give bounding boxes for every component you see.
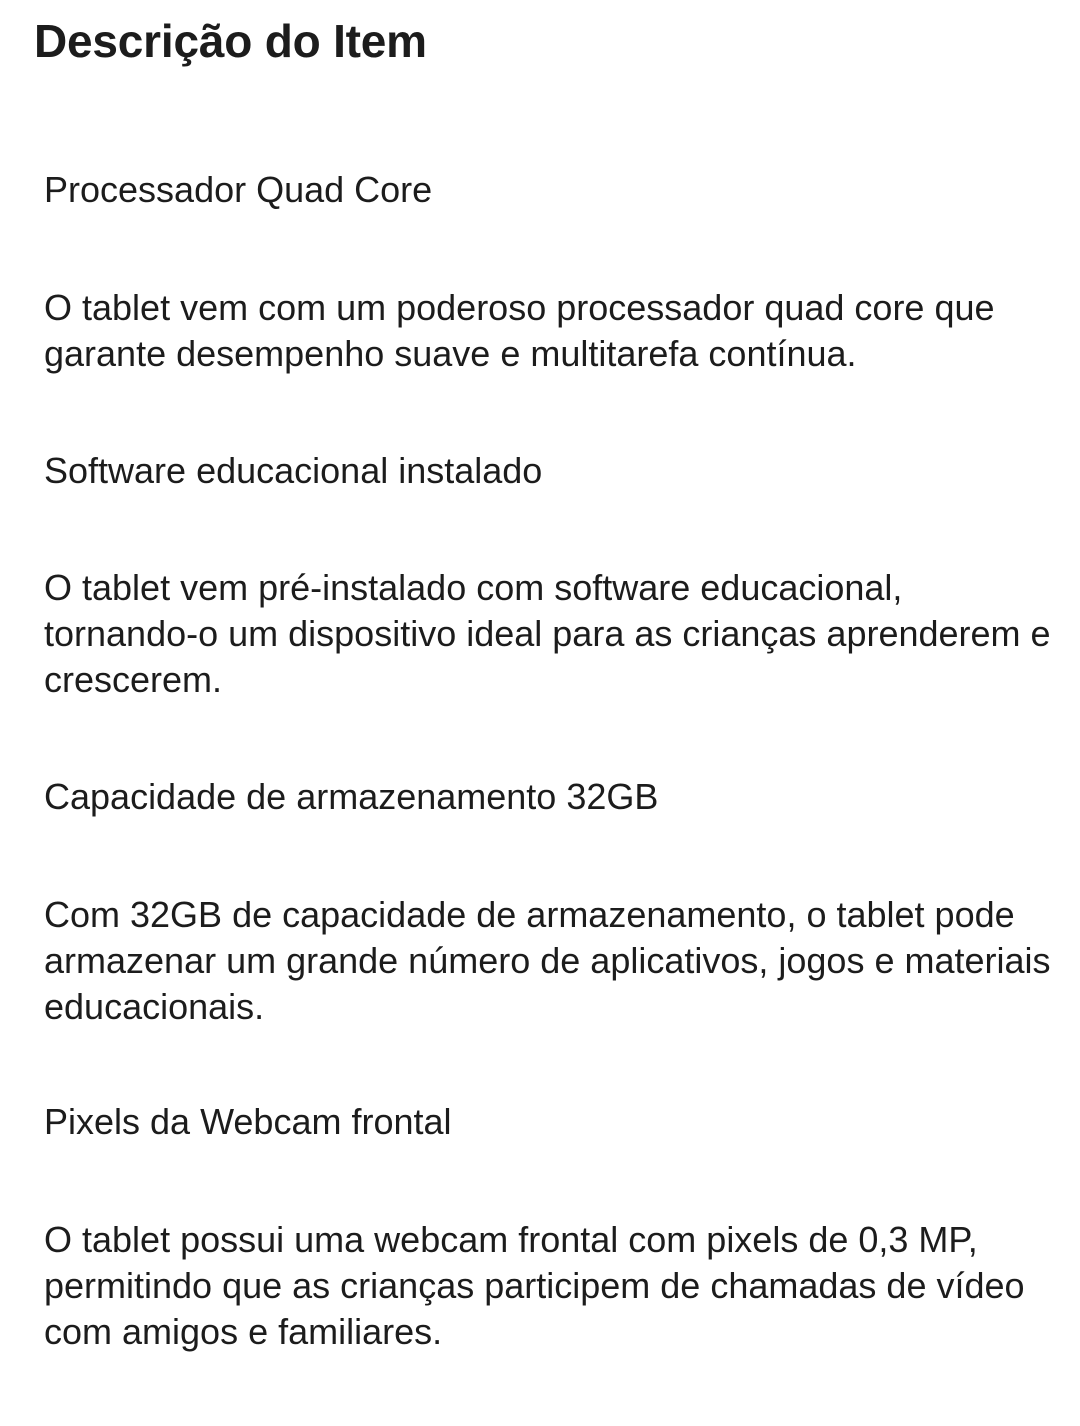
feature-heading-processor: Processador Quad Core — [44, 169, 433, 210]
feature-text-webcam: O tablet possui uma webcam frontal com pixels de 0,3 MP, permitindo que as crianças participem de chamadas de vídeo com amigos e familiares. — [44, 1219, 1025, 1352]
feature-text-processor: O tablet vem com um poderoso processador quad core que garante desempenho suave e multitarefa contínua. — [44, 287, 995, 374]
feature-text-storage: Com 32GB de capacidade de armazenamento, o tablet pode armazenar um grande número de aplicativos, jogos e materiais educacionais. — [44, 894, 1051, 1027]
page-title: Descrição do Item — [34, 15, 427, 67]
feature-heading-software: Software educacional instalado — [44, 450, 543, 491]
feature-text-software: O tablet vem pré-instalado com software educacional, tornando-o um dispositivo ideal para as crianças aprenderem e crescerem. — [44, 567, 1051, 700]
feature-heading-webcam: Pixels da Webcam frontal — [44, 1101, 452, 1142]
feature-heading-storage: Capacidade de armazenamento 32GB — [44, 776, 659, 817]
